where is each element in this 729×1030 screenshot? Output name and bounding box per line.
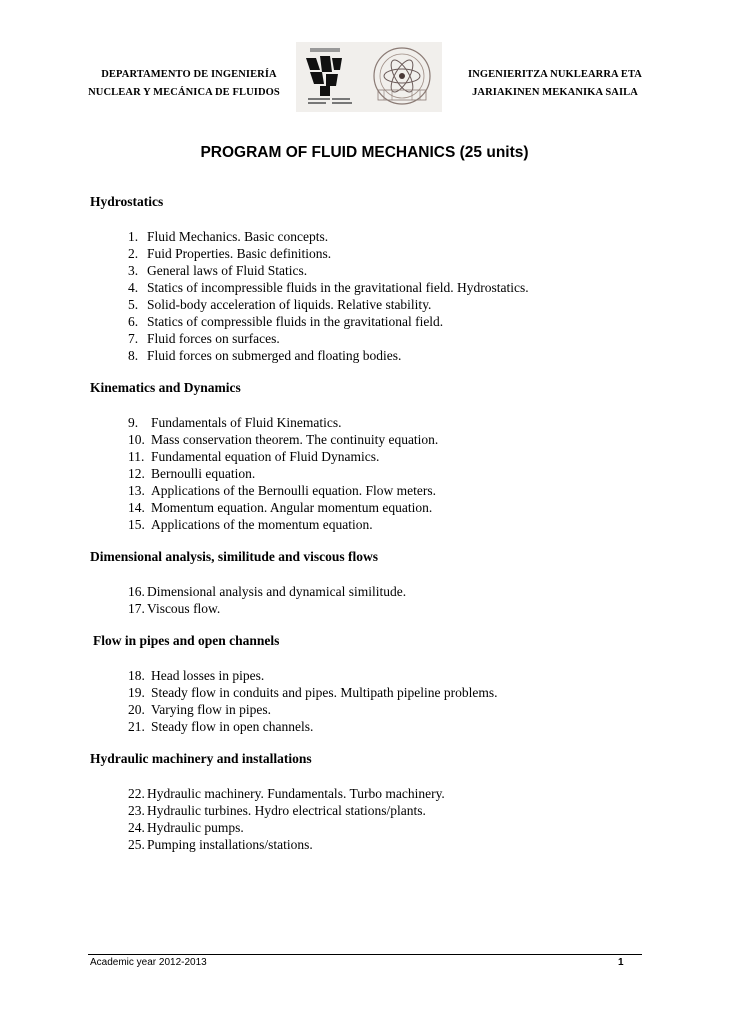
footer-page-number: 1 [618,957,624,968]
section-title-flow-in-pipes: Flow in pipes and open channels [93,633,280,648]
header-right-line2: JARIAKINEN MEKANIKA SAILA [472,87,638,98]
section-title-hydrostatics: Hydrostatics [90,194,164,209]
section-title-hydraulic-machinery: Hydraulic machinery and installations [90,751,312,766]
section-title-dimensional-analysis: Dimensional analysis, similitude and viscous flows [90,549,379,564]
header-logos [296,42,442,112]
header-left [84,66,294,102]
document-page: DEPARTAMENTO DE INGENIERÍA NUCLEAR Y MECÁNICA DE FLUIDOS INGENIERITZA NUKLEARRA ETA JARIAKINEN MEKANIKA SAILA PROGRAM OF FLUID MECHANICS (25 units) Hydrostatics 1. Fluid Mechanics. Basic concepts. 2. Fuid Properties. Basic definitions. 3. General laws of Fluid Statics. 4. Statics of incompressible fluids in the gravitational field. Hydrostatics. 5. Solid-body acceleration of liquids. Relative stability. 6. Statics of compressible fluids in the gravitational field. 7. Fluid forces on surfaces. 8. Fluid forces on submerged and floating bodies. Kinematics and Dynamics 9. Fundamentals of Fluid Kinematics. 10. Mass conservation theorem. The continuity equation. 11. Fundamental equation of Fluid Dynamics. 12. Bernoulli equation. 13. Applications of the Bernoulli equation. Flow meters. 14. Momentum equation. Angular momentum equation. 15. Applications of the momentum equation. Dimensional analysis, similitude and viscous flows 16. Dimensional analysis and dynamical similitude. 17. Viscous flow. Flow in pipes and open channels 18. Head losses in pipes. 19. Steady flow in conduits and pipes. Multipath pipeline problems. 20. Varying flow in pipes. 21. Steady flow in open channels. Hydraulic machinery and installations 22. Hydraulic machinery. Fundamentals. Turbo machinery. 23. Hydraulic turbines. Hydro electrical stations/plants. 24. Hydraulic pumps. 25. Pumping installations/stations. Academic year 2012-2013 1 [0,0,729,1030]
footer-academic-year: Academic year 2012-2013 [90,957,207,968]
header-right [455,66,655,102]
atom-seal-icon [374,48,430,104]
header-left-line2: NUCLEAR Y MECÁNICA DE FLUIDOS [88,87,280,98]
university-logo-icon [306,48,352,104]
page-title: PROGRAM OF FLUID MECHANICS (25 units) [200,144,529,161]
footer-divider [88,954,642,955]
section-title-kinematics: Kinematics and Dynamics [90,380,241,395]
header-right-line1: INGENIERITZA NUKLEARRA ETA [468,69,642,80]
header-left-line1: DEPARTAMENTO DE INGENIERÍA [101,69,277,80]
